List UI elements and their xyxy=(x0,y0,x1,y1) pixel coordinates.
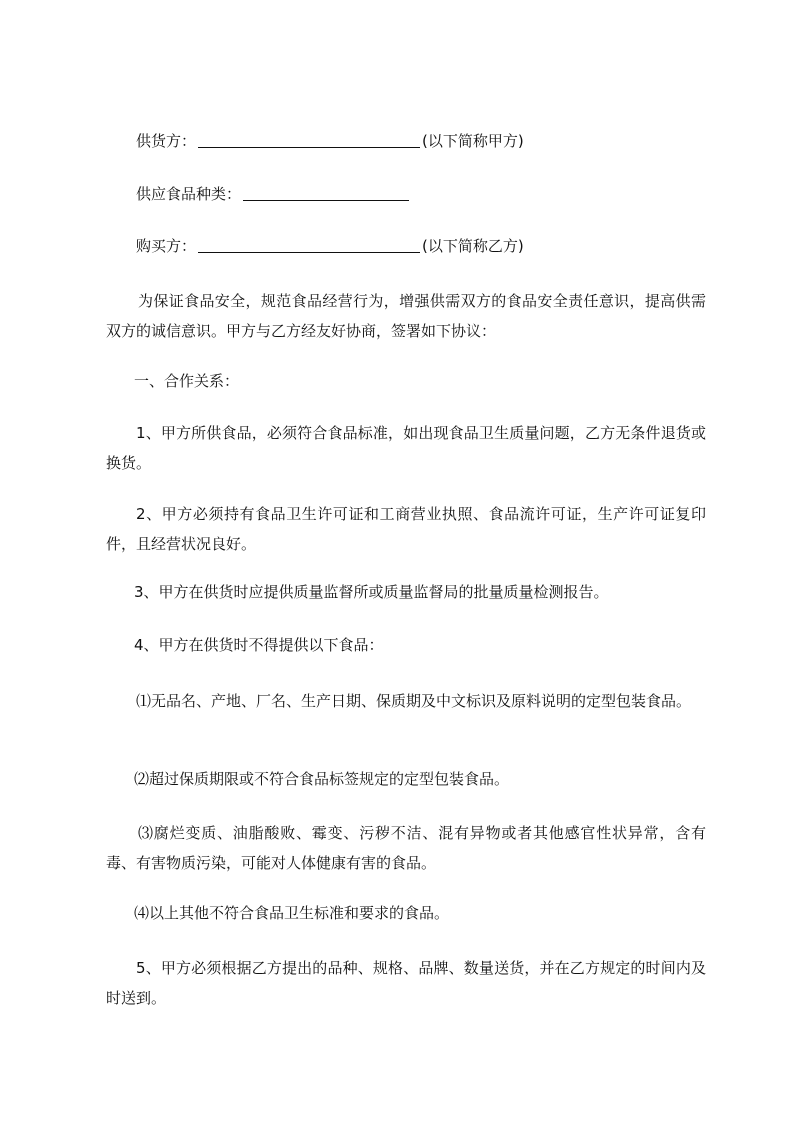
clause-4: 4、甲方在供货时不得提供以下食品： xyxy=(134,636,384,654)
sub-item-3: ⑶腐烂变质、油脂酸败、霉变、污秽不洁、混有异物或者其他感官性状异常，含有毒、有害物质污染，可能对人体健康有害的食品。 xyxy=(106,824,706,872)
supplier-blank[interactable] xyxy=(198,131,420,148)
clause-5: 5、甲方必须根据乙方提出的品种、规格、品牌、数量送货，并在乙方规定的时间内及时送到。 xyxy=(106,959,706,1007)
intro-paragraph: 为保证食品安全，规范食品经营行为，增强供需双方的食品安全责任意识，提高供需双方的诚信意识。甲方与乙方经友好协商，签署如下协议： xyxy=(106,292,706,340)
sub-item-1: ⑴无品名、产地、厂名、生产日期、保质期及中文标识及原料说明的定型包装食品。 xyxy=(136,692,692,710)
supplier-suffix: (以下简称甲方) xyxy=(422,132,524,150)
clause-2: 2、甲方必须持有食品卫生许可证和工商营业执照、食品流许可证，生产许可证复印件，且经营状况良好。 xyxy=(106,505,706,553)
buyer-blank[interactable] xyxy=(198,236,420,253)
supplier-label: 供货方： xyxy=(136,132,197,150)
clause-3: 3、甲方在供货时应提供质量监督所或质量监督局的批量质量检测报告。 xyxy=(134,583,609,601)
section-1-title: 一、合作关系： xyxy=(134,372,240,390)
buyer-suffix: (以下简称乙方) xyxy=(422,237,524,255)
clause-1: 1、甲方所供食品，必须符合食品标准，如出现食品卫生质量问题，乙方无条件退货或换货。 xyxy=(106,424,706,472)
food-type-blank[interactable] xyxy=(243,184,409,201)
buyer-line xyxy=(136,231,736,261)
sub-item-4: ⑷以上其他不符合食品卫生标准和要求的食品。 xyxy=(134,904,450,922)
food-type-line xyxy=(136,179,736,209)
sub-item-2: ⑵超过保质期限或不符合食品标签规定的定型包装食品。 xyxy=(134,770,510,788)
food-type-label: 供应食品种类： xyxy=(136,185,242,203)
supplier-line xyxy=(136,126,736,156)
buyer-label: 购买方： xyxy=(136,237,197,255)
